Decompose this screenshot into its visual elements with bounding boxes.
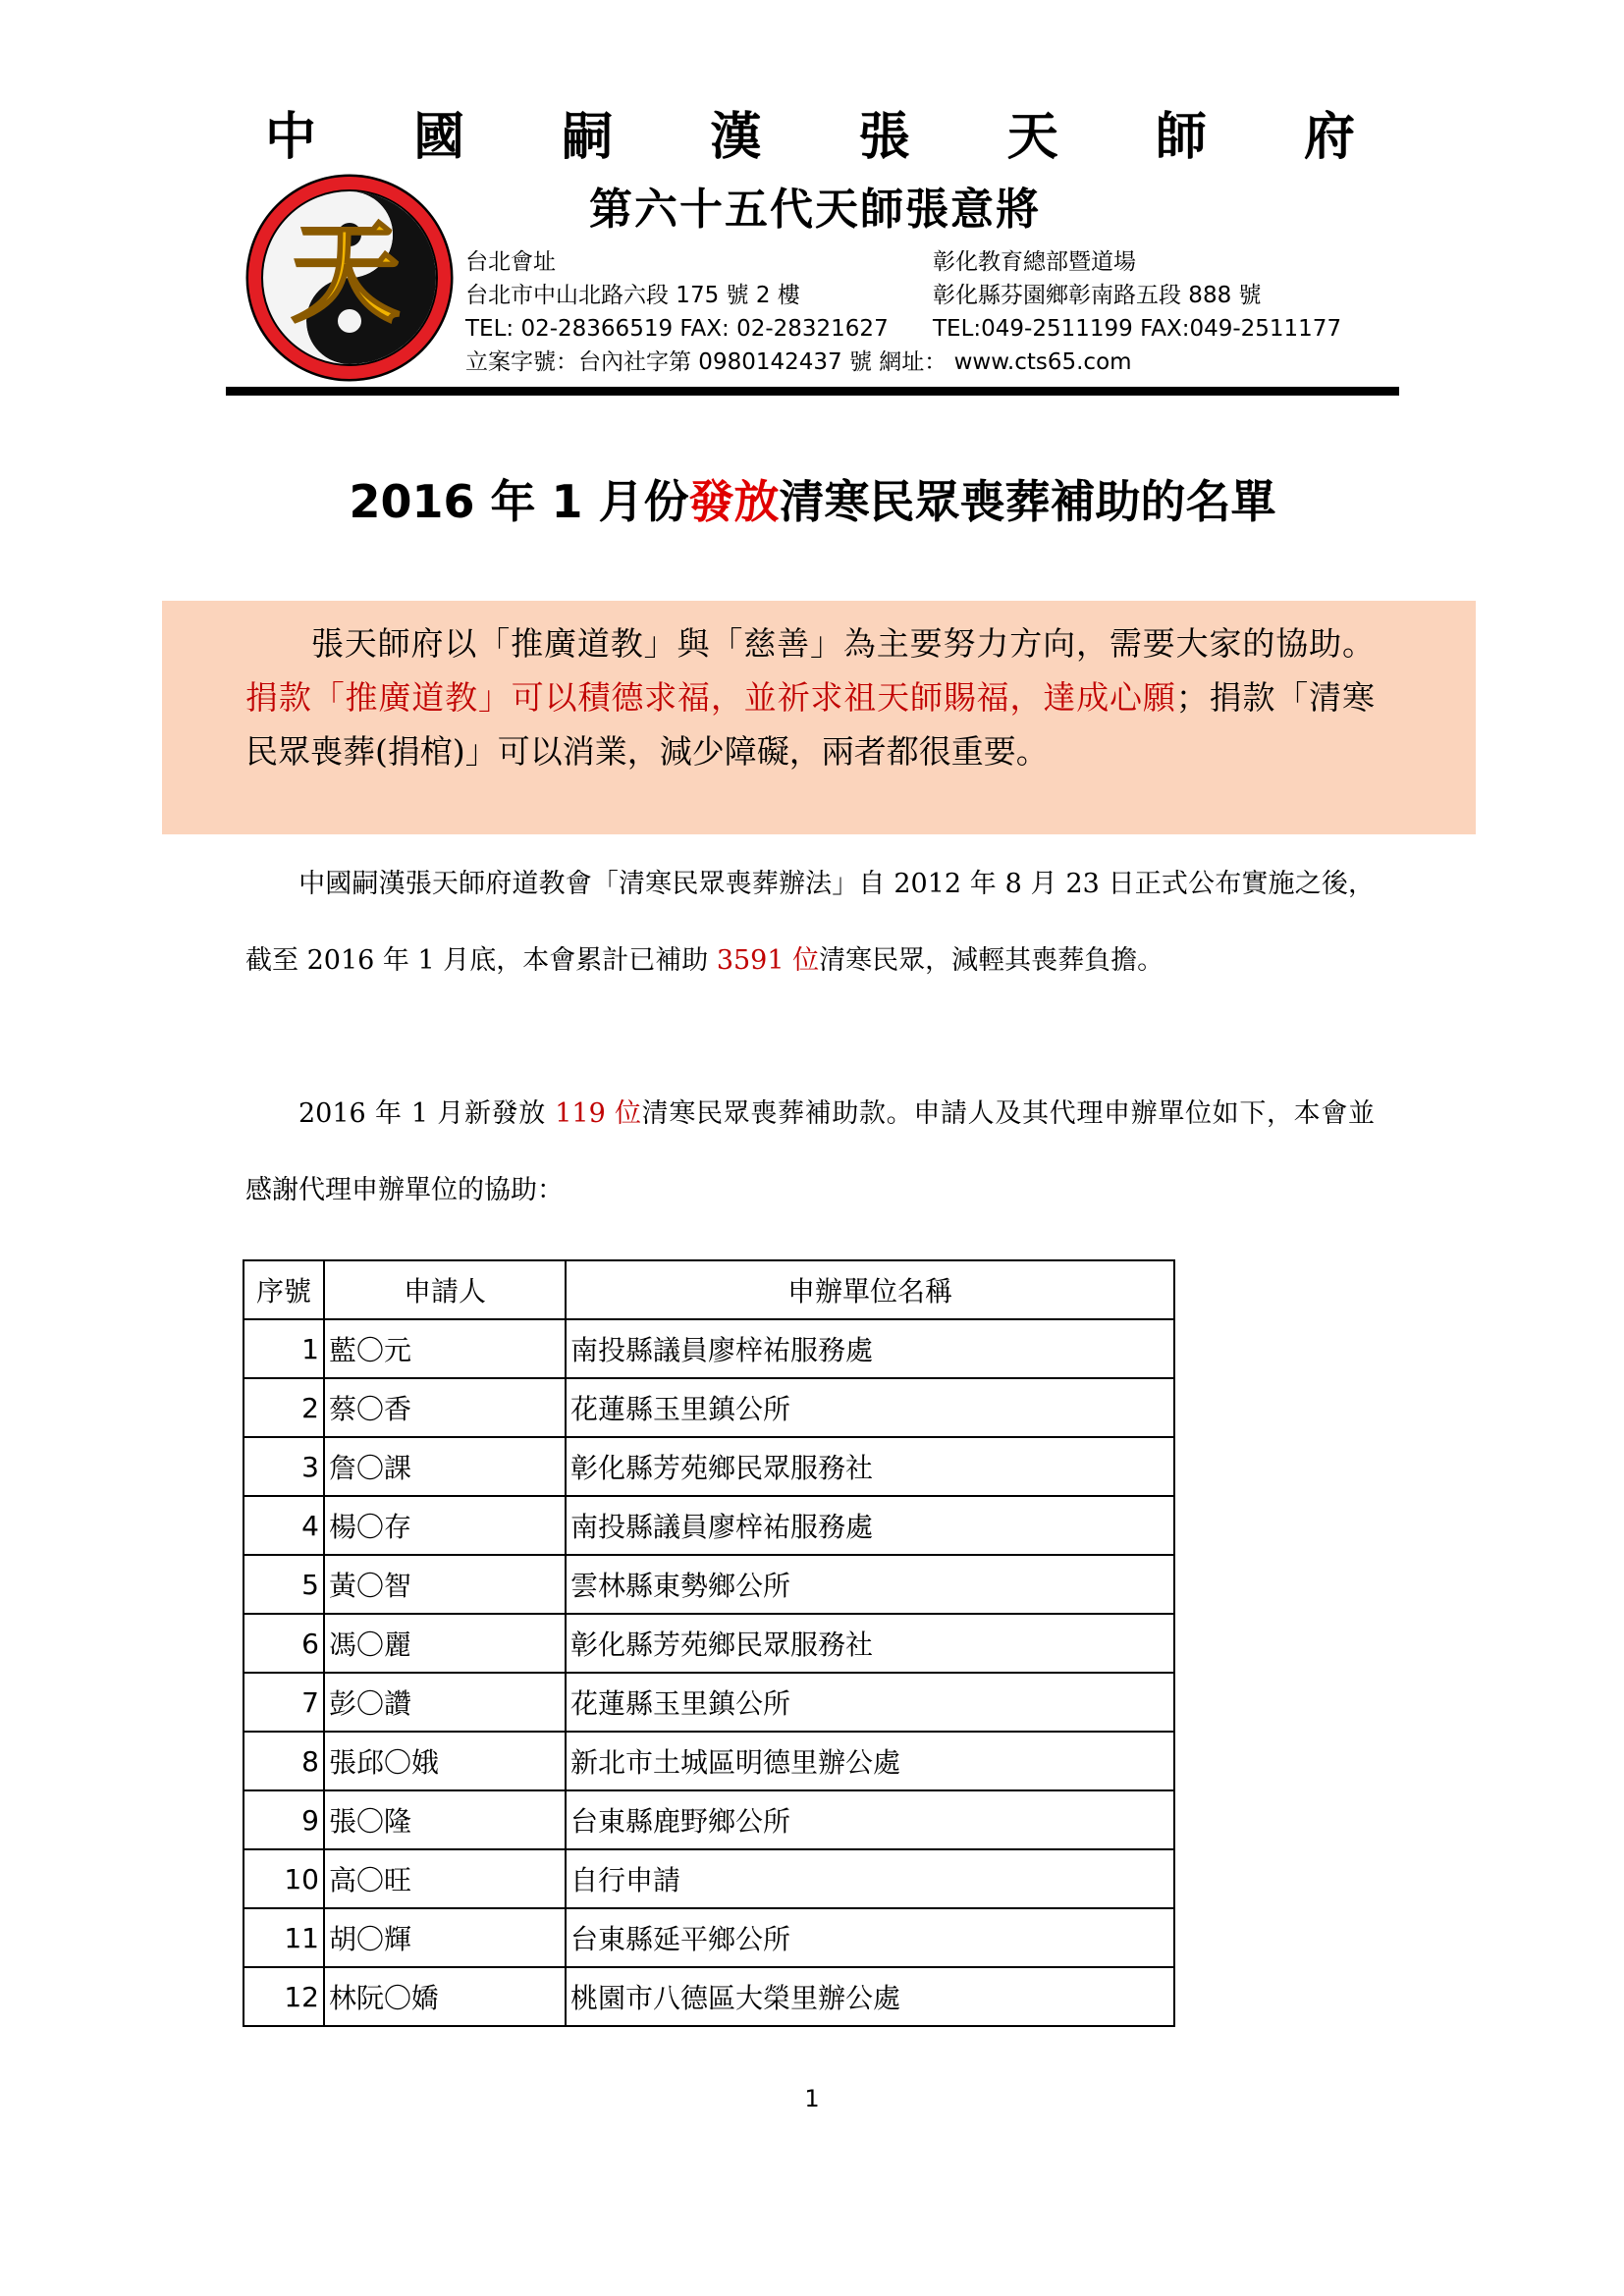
header-unit: 申辦單位名稱 (566, 1260, 1174, 1319)
organization-name (265, 106, 1355, 169)
table-header-row (244, 1260, 1174, 1319)
header-divider (226, 387, 1399, 396)
row-number: 7 (244, 1673, 324, 1732)
table-row (244, 1496, 1174, 1555)
table-row (244, 1378, 1174, 1437)
agency-name: 台東縣延平鄉公所 (566, 1908, 1174, 1967)
agency-name: 南投縣議員廖梓祐服務處 (566, 1496, 1174, 1555)
agency-name: 南投縣議員廖梓祐服務處 (566, 1319, 1174, 1378)
row-number: 1 (244, 1319, 324, 1378)
applicant-name: 胡〇輝 (324, 1908, 566, 1967)
monthly-paragraph (245, 1076, 1375, 1229)
cumulative-count: 3591 位 (716, 945, 820, 976)
agency-name: 花蓮縣玉里鎮公所 (566, 1673, 1174, 1732)
applicant-name: 黃〇智 (324, 1555, 566, 1614)
taipei-address: 台北市中山北路六段 175 號 2 樓 (465, 283, 800, 308)
applicant-name: 張邱〇娥 (324, 1732, 566, 1790)
header-number: 序號 (244, 1260, 324, 1319)
applicant-name: 藍〇元 (324, 1319, 566, 1378)
taipei-label: 台北會址 (465, 249, 556, 275)
table-row (244, 1908, 1174, 1967)
appeal-part-2: 捐款「推廣道教」可以積德求福，並祈求祖天師賜福，達成心願 (245, 678, 1176, 717)
title-highlight: 發放 (688, 475, 780, 528)
appeal-text (245, 616, 1375, 778)
changhua-contact (933, 245, 1341, 346)
organization-name-char: 漢 (710, 108, 762, 167)
summary-text-b: 清寒民眾，減輕其喪葬負擔。 (819, 945, 1164, 976)
table-row (244, 1437, 1174, 1496)
registration-line: 立案字號：台內社字第 0980142437 號 網址： www.cts65.com (465, 349, 1132, 375)
row-number: 11 (244, 1908, 324, 1967)
page-number: 1 (804, 2085, 820, 2112)
changhua-phones: TEL:049-2511199 FAX:049-2511177 (933, 316, 1342, 342)
changhua-address: 彰化縣芬園鄉彰南路五段 888 號 (933, 283, 1262, 308)
applicant-name: 高〇旺 (324, 1849, 566, 1908)
table-row (244, 1614, 1174, 1673)
organization-name-char: 張 (858, 108, 910, 167)
table-row (244, 1732, 1174, 1790)
agency-name: 彰化縣芳苑鄉民眾服務社 (566, 1437, 1174, 1496)
table-row (244, 1673, 1174, 1732)
row-number: 6 (244, 1614, 324, 1673)
table-row (244, 1555, 1174, 1614)
row-number: 8 (244, 1732, 324, 1790)
agency-name: 雲林縣東勢鄉公所 (566, 1555, 1174, 1614)
taiji-logo-icon (244, 172, 456, 384)
table-row (244, 1790, 1174, 1849)
title-suffix: 清寒民眾喪葬補助的名單 (779, 475, 1276, 528)
organization-name-char: 府 (1303, 108, 1355, 167)
applicant-name: 楊〇存 (324, 1496, 566, 1555)
organization-name-char: 國 (413, 108, 465, 167)
agency-name: 自行申請 (566, 1849, 1174, 1908)
taipei-contact (465, 245, 889, 346)
row-number: 5 (244, 1555, 324, 1614)
organization-name-char: 師 (1155, 108, 1207, 167)
changhua-label: 彰化教育總部暨道場 (933, 249, 1136, 275)
appeal-part-3: ；捐款「清寒民眾喪葬(捐棺)」可以消業，減少障礙，兩者都很重要。 (245, 678, 1376, 771)
table-row (244, 1849, 1174, 1908)
generation-title: 第六十五代天師張意將 (589, 185, 1041, 235)
applicant-name: 詹〇課 (324, 1437, 566, 1496)
logo-character: 天 (291, 209, 401, 338)
row-number: 4 (244, 1496, 324, 1555)
applicant-name: 張〇隆 (324, 1790, 566, 1849)
row-number: 10 (244, 1849, 324, 1908)
agency-name: 桃園市八德區大榮里辦公處 (566, 1967, 1174, 2026)
applicant-name: 彭〇讚 (324, 1673, 566, 1732)
appeal-part-1: 張天師府以「推廣道教」與「慈善」為主要努力方向，需要大家的協助。 (310, 624, 1375, 663)
header-applicant: 申請人 (324, 1260, 566, 1319)
applicant-name: 蔡〇香 (324, 1378, 566, 1437)
row-number: 2 (244, 1378, 324, 1437)
organization-name-char: 天 (1006, 108, 1058, 167)
title-prefix: 2016 年 1 月份 (349, 475, 689, 528)
organization-name-char: 嗣 (562, 108, 614, 167)
row-number: 3 (244, 1437, 324, 1496)
document-title (226, 471, 1399, 532)
monthly-text-a: 2016 年 1 月新發放 (298, 1098, 556, 1129)
agency-name: 台東縣鹿野鄉公所 (566, 1790, 1174, 1849)
row-number: 12 (244, 1967, 324, 2026)
taipei-phones: TEL: 02-28366519 FAX: 02-28321627 (465, 316, 889, 342)
agency-name: 彰化縣芳苑鄉民眾服務社 (566, 1614, 1174, 1673)
monthly-text-b: 清寒民眾喪葬補助款。申請人及其代理申辦單位如下，本會並感謝代理申辦單位的協助： (245, 1098, 1375, 1205)
summary-paragraph (245, 846, 1375, 999)
agency-name: 新北市土城區明德里辦公處 (566, 1732, 1174, 1790)
table-row (244, 1319, 1174, 1378)
applicant-name: 馮〇麗 (324, 1614, 566, 1673)
monthly-count: 119 位 (555, 1098, 642, 1129)
agency-name: 花蓮縣玉里鎮公所 (566, 1378, 1174, 1437)
row-number: 9 (244, 1790, 324, 1849)
table-row (244, 1967, 1174, 2026)
organization-name-char: 中 (265, 108, 317, 167)
applicant-name: 林阮〇嬌 (324, 1967, 566, 2026)
recipient-table (243, 1259, 1175, 2027)
summary-text-a: 中國嗣漢張天師府道教會「清寒民眾喪葬辦法」自 2012 年 8 月 23 日正式公布實施之後，截至 2016 年 1 月底，本會累計已補助 (245, 869, 1375, 976)
